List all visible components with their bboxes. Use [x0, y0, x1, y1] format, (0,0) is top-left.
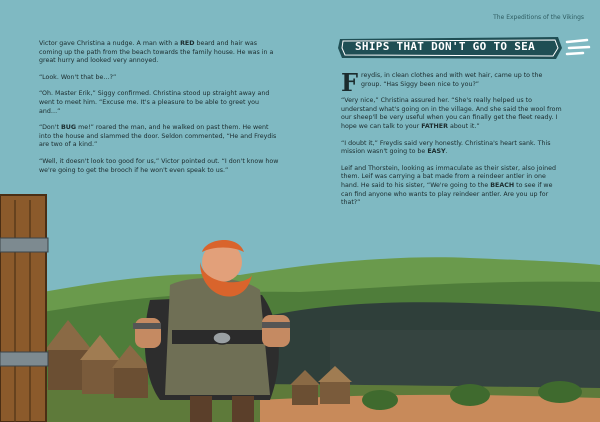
paragraph: “Look. Won't that be…?”: [39, 73, 117, 81]
paragraph: “Well, it doesn't look too good for us,” Victor pointed out. “I don't know how we're going to get the brooch if he won't even speak to us.”: [39, 157, 279, 174]
right-page-text: [341, 68, 562, 216]
paragraph: Victor gave Christina a nudge. A man with a RED beard and hair was coming up the path from the beach towards the family house. He was in a great hurry and looked very annoyed.: [39, 40, 274, 65]
left-page-text: [39, 40, 279, 183]
chapter-title: SHIPS THAT DON'T GO TO SEA: [355, 40, 535, 53]
paragraph: “I doubt it,” Freydis said very honestly. Christina's heart sank. This mission wasn't going to be EASY.: [341, 139, 551, 156]
paragraph: “Very nice,” Christina assured her. “She's really helped us to understand what's going on in the village. And she said the wool from our sheep'll be very useful when you can finally get the fleet ready. I hope we can talk to your FATHER about it.”: [341, 97, 562, 130]
running-head: The Expeditions of the Vikings: [493, 14, 584, 21]
drop-cap: F: [341, 68, 359, 97]
swoosh-lines-icon: [565, 38, 591, 58]
paragraph: Leif and Thorstein, looking as immaculate as their sister, also joined them. Leif was carrying a bat made from a reindeer antler in one hand. He said to his sister, “We're going to the BEACH to see if we can find anyone who wants to play reindeer antler. Are you up for that?”: [341, 164, 557, 207]
paragraph: “Don't BUG me!” roared the man, and he walked on past them. He went into the house and slammed the door. Seldon commented, “He and Freydis are two of a kind.”: [39, 124, 277, 149]
paragraph: Freydis, in clean clothes and with wet hair, came up to the group. “Has Siggy been nice to you?”: [341, 68, 543, 97]
paragraph: “Oh. Master Erik,” Siggy confirmed. Christina stood up straight away and went to meet him. “Excuse me. It's a pleasure to be able to greet you and…”: [39, 90, 270, 115]
